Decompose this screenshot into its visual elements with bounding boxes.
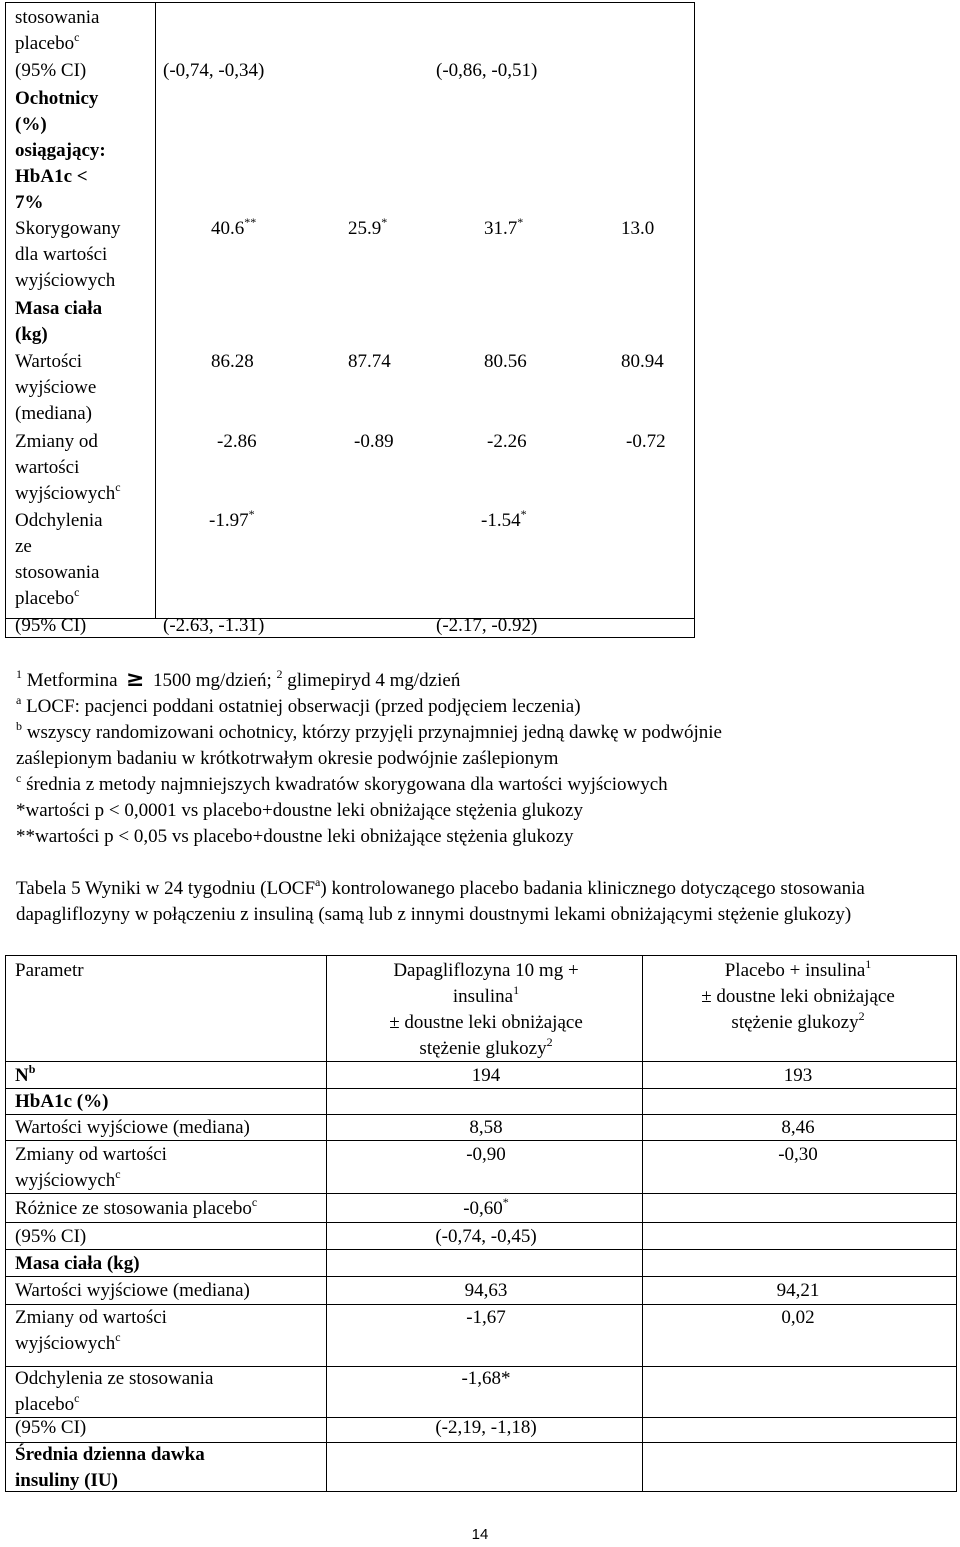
cell-value: 25.9* [348, 214, 388, 239]
footnote-star: *wartości p < 0,0001 vs placebo+doustne leki obniżające stężenia glukozy [16, 800, 583, 821]
row-label-ochotnicy: Ochotnicy (%) osiągający: HbA1c < 7% [15, 88, 106, 213]
ci-label: (95% CI) [15, 60, 87, 81]
table-divider [642, 956, 643, 1491]
cell-value: 87.74 [348, 351, 391, 372]
cell-value: 8,58 [469, 1117, 503, 1138]
column-header-parametr: Parametr [15, 960, 84, 981]
table-caption: Tabela 5 Wyniki w 24 tygodniu (LOCF$^a$) kontrolowanego placebo badania klinicznego dotyczącego stosowania dapagliflozyny w połączeniu z insuliną (samą lub z innymi doustnymi lekami obniżającymi stężenie glukozy) [16, 874, 865, 925]
cell-value: -0,90 [466, 1144, 506, 1165]
ci-label: (95% CI) [15, 1226, 87, 1247]
ci-value: (-2.17, -0.92) [436, 615, 538, 636]
row-label: Zmiany od wartości wyjściowych$^c$ [15, 1307, 167, 1354]
footnote-c: $^c$ średnia z metody najmniejszych kwadratów skorygowana dla wartości wyjściowych [16, 770, 668, 795]
cell-value: -0.72 [626, 431, 666, 452]
cell-value: 13.0 [621, 218, 655, 239]
cell-value: 94,63 [464, 1280, 508, 1301]
ci-label: (95% CI) [15, 1417, 87, 1438]
row-label-masa: Masa ciała (kg) [15, 298, 103, 345]
cell-value: 31.7* [484, 214, 524, 239]
row-label: Odchylenia ze stosowania placebo$^c$ [15, 1368, 214, 1415]
cell-value: 86.28 [211, 351, 254, 372]
ci-value: (-2,19, -1,18) [435, 1417, 537, 1438]
footnote-1: $^1$ Metformina ≥ 1500 mg/dzień; $^2$ glimepiryd 4 mg/dzień [16, 666, 461, 692]
cell-value: -1.54* [481, 506, 527, 531]
row-label: Wartości wyjściowe (mediana) [15, 1280, 250, 1301]
results-table-continued [5, 2, 695, 638]
cell-value: 193 [783, 1065, 813, 1086]
cell-value: -0,60* [463, 1194, 509, 1219]
column-header-dapagliflozyna: Dapagliflozyna 10 mg + insulina$^1$ ± doustne leki obniżające stężenie glukozy$^2$ [389, 960, 583, 1059]
column-header-placebo: Placebo + insulina$^1$ ± doustne leki obniżające stężenie glukozy$^2$ [701, 956, 895, 1033]
table-divider [326, 956, 327, 1491]
footnote-double-star: **wartości p < 0,05 vs placebo+doustne leki obniżające stężenia glukozy [16, 826, 574, 847]
row-label: Różnice ze stosowania placebo$^c$ [15, 1194, 258, 1219]
table-divider [6, 1222, 956, 1223]
page-number: 14 [471, 1526, 489, 1543]
row-label: Wartości wyjściowe (mediana) [15, 1117, 250, 1138]
greater-equal-icon: ≥ [126, 667, 145, 692]
cell-value: -1.97* [209, 506, 255, 531]
row-label: Skorygowany dla wartości wyjściowych [15, 218, 121, 291]
row-label: Odchylenia ze stosowania placebo$^c$ [15, 510, 103, 609]
row-label: Zmiany od wartości wyjściowych$^c$ [15, 1144, 167, 1191]
row-label: Zmiany od wartości wyjściowych$^c$ [15, 431, 121, 504]
section-hba1c: HbA1c (%) [15, 1091, 109, 1112]
cell-value: 94,21 [776, 1280, 820, 1301]
footnote-b-cont: zaślepionym badaniu w krótkotrwałym okresie podwójnie zaślepionym [16, 748, 559, 769]
row-label: Wartości wyjściowe (mediana) [15, 351, 97, 424]
row-label-srednia: Średnia dzienna dawka insuliny (IU) [15, 1444, 205, 1491]
table-divider [155, 3, 156, 618]
cell-value: -2.86 [217, 431, 257, 452]
cell-value: -2.26 [487, 431, 527, 452]
footnote-b: $^b$ wszyscy randomizowani ochotnicy, którzy przyjęli przynajmniej jedną dawkę w podwójnie [16, 718, 722, 743]
cell-value: 40.6** [211, 214, 257, 239]
ci-value: (-2.63, -1.31) [163, 615, 265, 636]
ci-value: (-0,74, -0,45) [435, 1226, 537, 1247]
row-label: stosowania [15, 7, 100, 28]
cell-value: 80.56 [484, 351, 527, 372]
cell-value: -1,67 [466, 1307, 506, 1328]
results-table-5 [5, 955, 957, 1492]
ci-value: (-0,86, -0,51) [436, 60, 538, 81]
cell-value: -0.89 [354, 431, 394, 452]
ci-label: (95% CI) [15, 615, 87, 636]
ci-value: (-0,74, -0,34) [163, 60, 265, 81]
cell-value: 194 [471, 1065, 501, 1086]
row-label: placebo$^c$ [15, 29, 80, 54]
cell-value: -1,68* [461, 1368, 511, 1389]
footnote-a: $^a$ LOCF: pacjenci poddani ostatniej obserwacji (przed podjęciem leczenia) [16, 692, 581, 717]
cell-value: 8,46 [781, 1117, 815, 1138]
row-label-n: $N^b$ [15, 1061, 36, 1086]
section-masa: Masa ciała (kg) [15, 1253, 140, 1274]
cell-value: 0,02 [781, 1307, 815, 1328]
cell-value: 80.94 [621, 351, 664, 372]
cell-value: -0,30 [778, 1144, 818, 1165]
